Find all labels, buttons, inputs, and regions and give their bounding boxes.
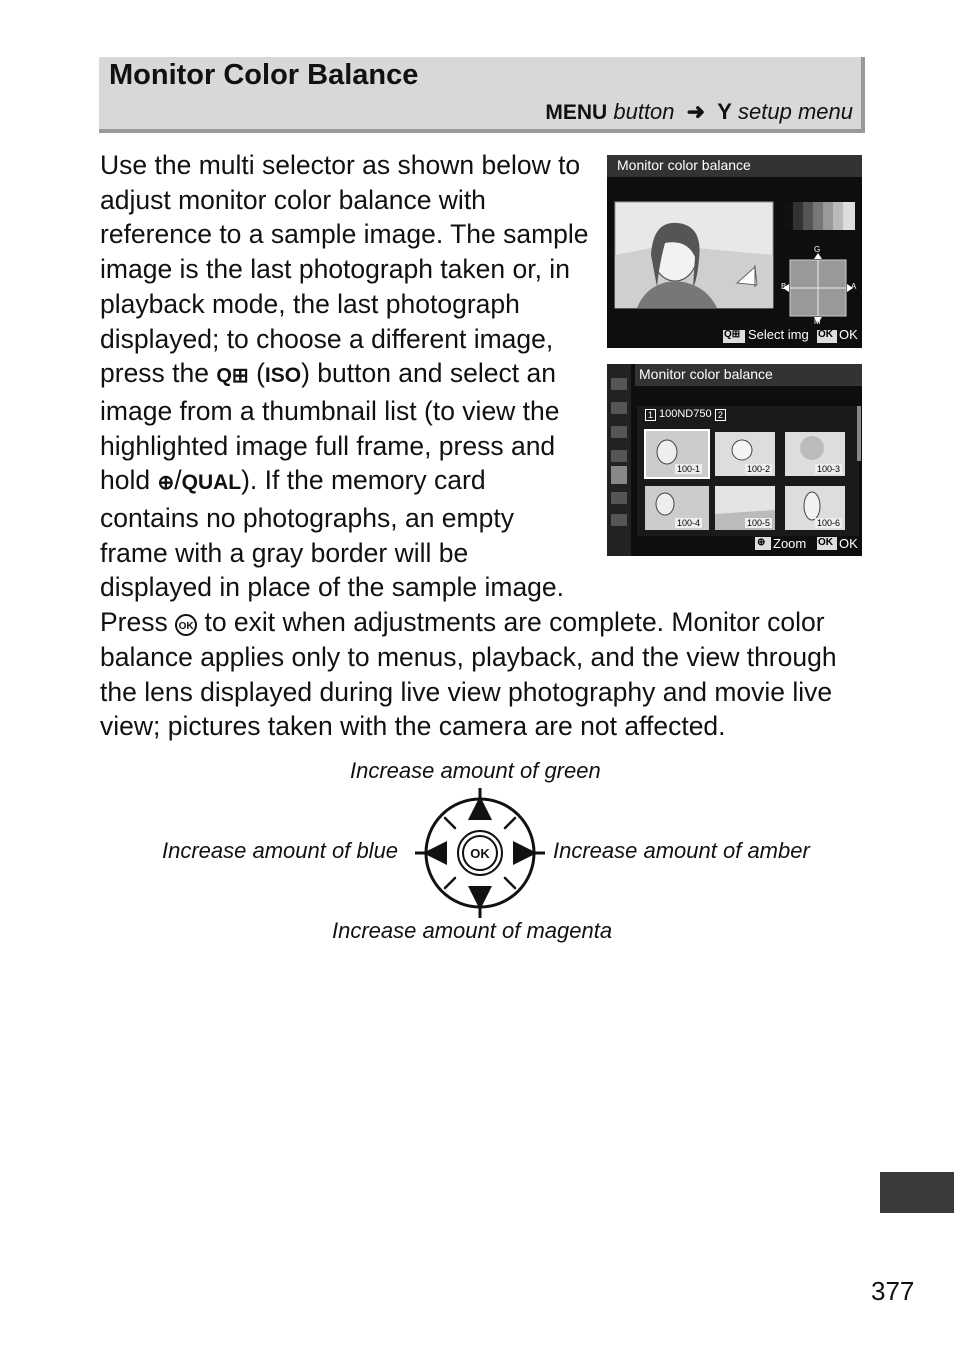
body-line: Use the multi selector as shown below to (100, 150, 581, 180)
select-img-label: Select img (748, 327, 809, 342)
caption-green: Increase amount of green (350, 758, 601, 783)
text-run: ) button and select an (301, 358, 556, 389)
caption-magenta: Increase amount of magenta (332, 918, 613, 943)
screen1-title: Monitor color balance (617, 157, 751, 173)
screen2-title: Monitor color balance (639, 366, 773, 382)
thumbnail-label[interactable]: 100-5 (747, 518, 771, 528)
section-tab (880, 1172, 954, 1213)
camera-screen-color-balance (607, 155, 862, 348)
thumbnail-label[interactable]: 100-4 (677, 518, 701, 528)
page-number: 377 (871, 1276, 915, 1306)
blue-axis-label: B (781, 282, 787, 291)
ok-badge-icon: OK (818, 329, 833, 340)
text-run: to exit when adjustments are complete. Monitor color (197, 607, 825, 638)
thumbnail-label[interactable]: 100-6 (817, 518, 841, 528)
body-line: contains no photographs, an empty (100, 503, 514, 534)
caption-amber: Increase amount of amber (553, 838, 810, 863)
screen1-graphics (607, 155, 862, 348)
text-run: press the (100, 358, 217, 389)
card-slot-2-icon: 2 (715, 409, 726, 421)
ok-label: OK (839, 327, 858, 342)
body-line: view; pictures taken with the camera are not affected. (100, 711, 726, 742)
ok-button-icon: OK (175, 614, 197, 636)
ok-button-label: OK (470, 846, 490, 861)
zoom-in-icon: ⊕ (157, 472, 175, 495)
text-run: ). If the memory card (241, 465, 486, 496)
menu-path (545, 99, 853, 125)
iso-label: ISO (264, 364, 302, 388)
body-line: displayed; to choose a different image, (100, 323, 554, 354)
ok-label: OK (839, 536, 858, 551)
card-slot-1-icon: 1 (645, 409, 656, 421)
body-line: image from a thumbnail list (to view the (100, 395, 560, 426)
body-line: image is the last photograph taken or, in (100, 254, 570, 285)
multi-selector-icon (415, 788, 545, 918)
camera-screen-thumbnail-list (607, 364, 862, 556)
ok-badge-icon: OK (818, 537, 833, 548)
text-run: ( (248, 358, 265, 389)
green-axis-label: G (814, 245, 821, 254)
caption-blue: Increase amount of blue (162, 838, 399, 863)
arrow-icon: ➜ (686, 99, 706, 124)
body-line: highlighted image full frame, press and (100, 430, 556, 461)
thumbnail-zoom-out-icon: Q⊞ (216, 365, 249, 388)
body-line: the lens displayed during live view photography and movie live (100, 676, 833, 707)
select-img-icon: Q⊞ (724, 329, 741, 340)
text-run: / (174, 465, 182, 496)
qual-label: QUAL (181, 471, 242, 495)
page-title: Monitor Color Balance (109, 59, 419, 91)
amber-axis-label: A (851, 282, 857, 291)
wrench-icon: Y (717, 99, 732, 124)
thumbnail-label[interactable]: 100-1 (677, 464, 701, 474)
body-line: playback mode, the last photograph (100, 288, 520, 319)
zoom-icon: ⊕ (757, 537, 766, 548)
section-header (99, 57, 865, 133)
folder-name: 100ND750 (659, 408, 712, 420)
button-word: button (613, 99, 675, 124)
text-run: hold (100, 465, 158, 496)
text-run: Press (100, 607, 176, 638)
body-line: frame with a gray border will be (100, 537, 469, 568)
magenta-axis-label: M (814, 317, 821, 326)
thumbnail-label[interactable]: 100-2 (747, 464, 771, 474)
menu-button-label: MENU (545, 101, 608, 124)
setup-menu-label: setup menu (738, 99, 853, 124)
body-line (100, 605, 837, 640)
body-line: reference to a sample image. The sample (100, 219, 589, 250)
body-line: balance applies only to menus, playback, and the view through (100, 641, 837, 672)
body-line: displayed in place of the sample image. (100, 572, 565, 603)
thumbnail-label[interactable]: 100-3 (817, 464, 841, 474)
body-line: adjust monitor color balance with (100, 184, 486, 215)
zoom-label: Zoom (773, 536, 807, 551)
